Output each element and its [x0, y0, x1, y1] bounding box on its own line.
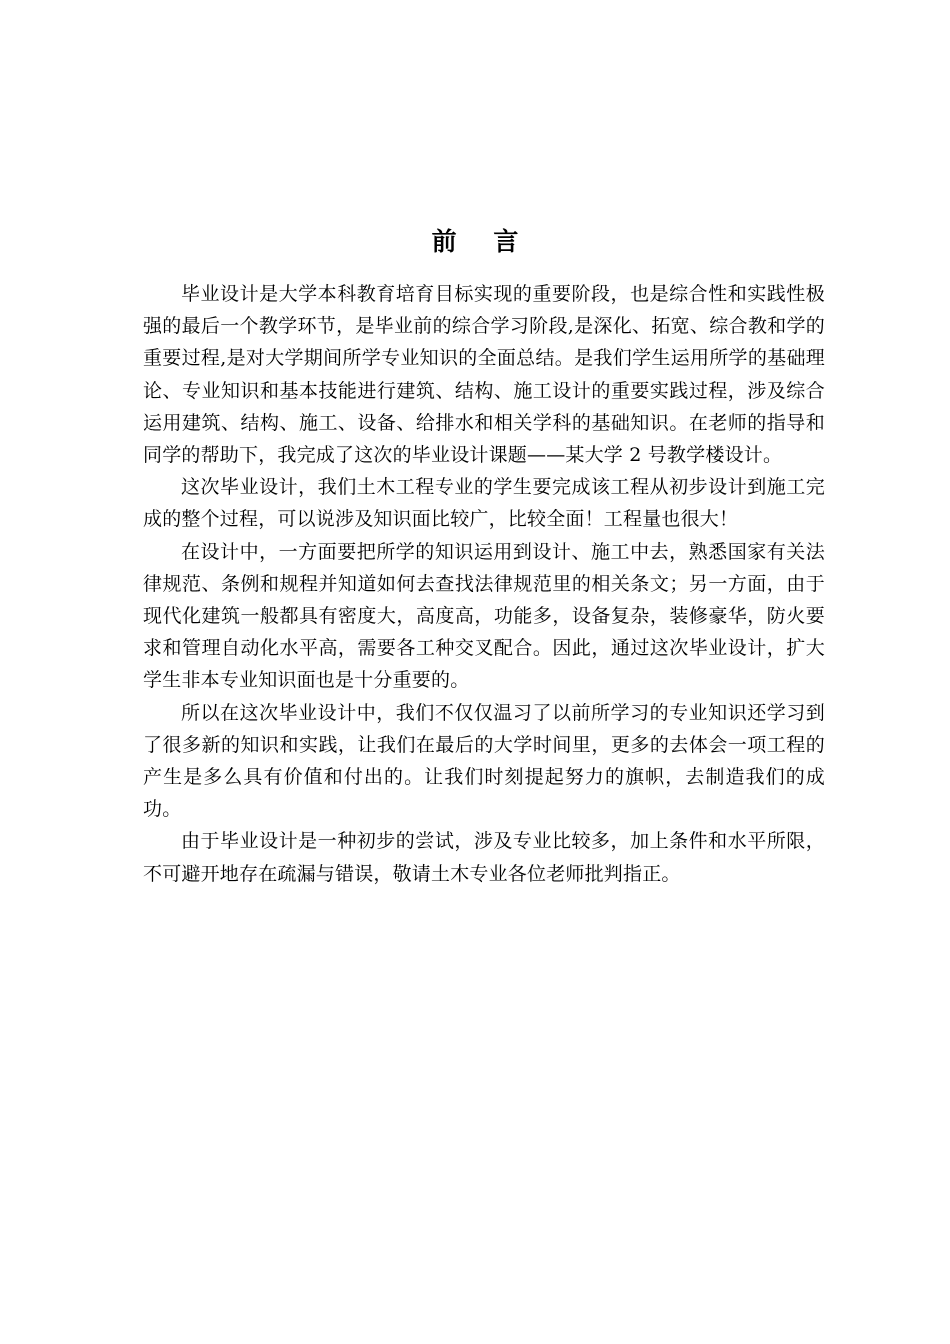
paragraph-5: 由于毕业设计是一种初步的尝试，涉及专业比较多，加上条件和水平所限，不可避开地存在疏漏与错误，敬请土木专业各位老师批判指正。 [143, 830, 825, 885]
paragraph-1: 毕业设计是大学本科教育培育目标实现的重要阶段，也是综合性和实践性极强的最后一个教学环节，是毕业前的综合学习阶段,是深化、拓宽、综合教和学的重要过程,是对大学期间所学专业知识的全面总结。是我们学生运用所学的基础理论、专业知识和基本技能进行建筑、结构、施工设计的重要实践过程，涉及综合运用建筑、结构、施工、设备、给排水和相关学科的基础知识。在老师的指导和同学的帮助下，我完成了这次的毕业设计课题——某大学 2 号教学楼设计。 [143, 283, 825, 467]
body-text [143, 278, 825, 890]
paragraph-3: 在设计中，一方面要把所学的知识运用到设计、施工中去，熟悉国家有关法律规范、条例和规程并知道如何去查找法律规范里的相关条文；另一方面，由于现代化建筑一般都具有密度大，高度高，功能多，设备复杂，装修豪华，防火要求和管理自动化水平高，需要各工种交叉配合。因此，通过这次毕业设计，扩大学生非本专业知识面也是十分重要的。 [143, 540, 825, 692]
paragraph-4: 所以在这次毕业设计中，我们不仅仅温习了以前所学习的专业知识还学习到了很多新的知识和实践，让我们在最后的大学时间里，更多的去体会一项工程的产生是多么具有价值和付出的。让我们时刻提起努力的旗帜，去制造我们的成功。 [143, 701, 825, 821]
page-title: 前 言 [431, 227, 533, 256]
paragraph-2: 这次毕业设计，我们土木工程专业的学生要完成该工程从初步设计到施工完成的整个过程，可以说涉及知识面比较广，比较全面！工程量也很大！ [143, 476, 825, 531]
